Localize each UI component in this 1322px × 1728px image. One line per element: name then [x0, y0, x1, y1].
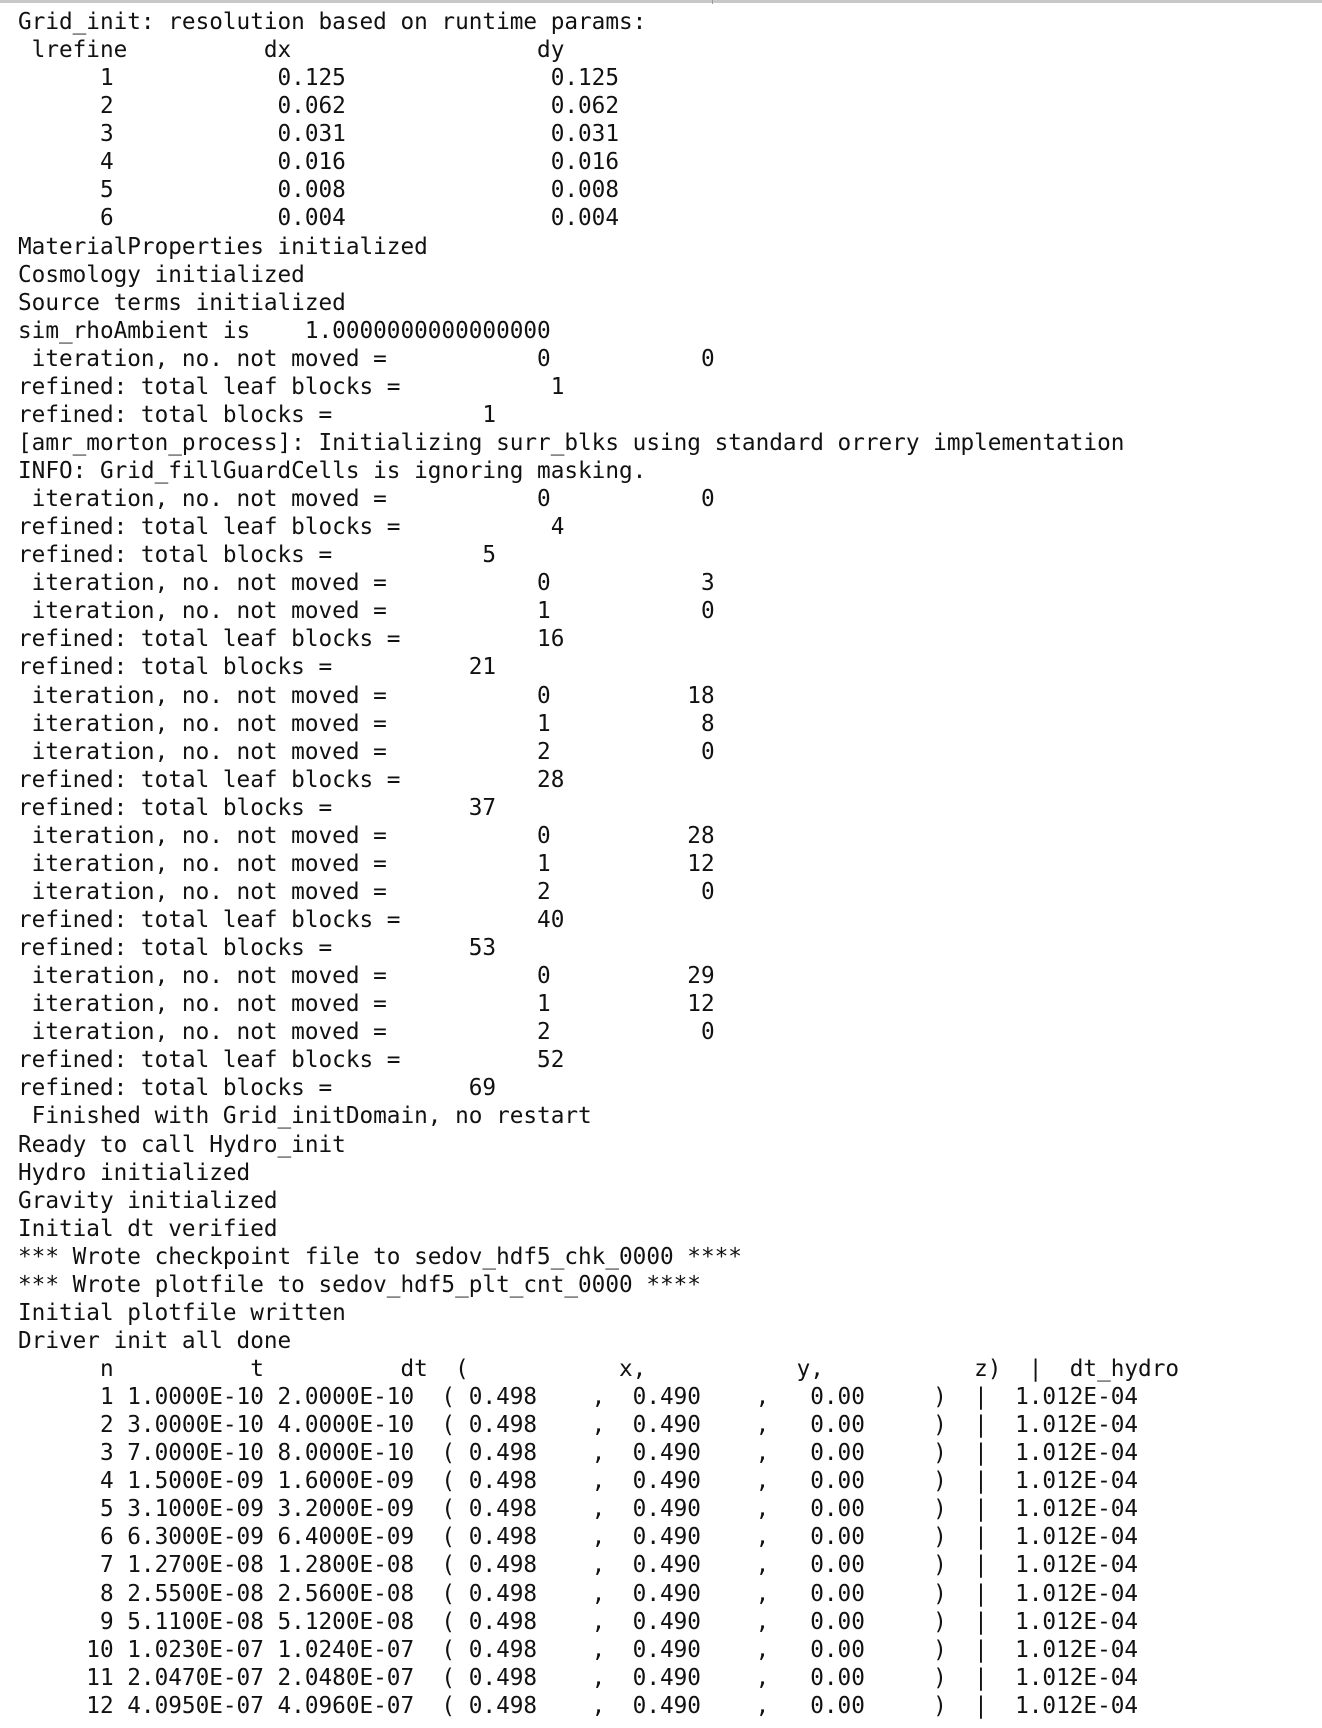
terminal-line: iteration, no. not moved = 2 0	[18, 738, 715, 765]
terminal-line: Grid_init: resolution based on runtime params:	[18, 9, 647, 35]
terminal-line: sim_rhoAmbient is 1.0000000000000000	[18, 317, 551, 344]
terminal-line: 8 2.5500E-08 2.5600E-08 ( 0.498 , 0.490 , 0.00 ) | 1.012E-04	[18, 1580, 1139, 1607]
terminal-line: Initial plotfile written	[18, 1299, 346, 1326]
terminal-line: 1 0.125 0.125	[18, 65, 619, 92]
terminal-line: INFO: Grid_fillGuardCells is ignoring masking.	[18, 458, 647, 484]
terminal-line: iteration, no. not moved = 1 12	[18, 850, 715, 877]
terminal-line: Gravity initialized	[18, 1187, 278, 1214]
terminal-line: refined: total leaf blocks = 28	[18, 766, 565, 793]
terminal-line: refined: total leaf blocks = 4	[18, 514, 565, 541]
terminal-line: Finished with Grid_initDomain, no restart	[18, 1103, 592, 1130]
terminal-line: lrefine dx dy	[18, 37, 565, 64]
terminal-line: 2 3.0000E-10 4.0000E-10 ( 0.498 , 0.490 , 0.00 ) | 1.012E-04	[18, 1412, 1139, 1439]
terminal-line: Initial dt verified	[18, 1215, 278, 1242]
terminal-line: Hydro initialized	[18, 1159, 251, 1186]
terminal-line: refined: total leaf blocks = 40	[18, 907, 565, 933]
terminal-line: iteration, no. not moved = 1 12	[18, 991, 715, 1018]
terminal-line: refined: total blocks = 5	[18, 542, 497, 569]
terminal-line: Cosmology initialized	[18, 261, 305, 288]
terminal-line: n t dt ( x, y, z) | dt_hydro	[18, 1356, 1180, 1382]
terminal-line: iteration, no. not moved = 0 3	[18, 570, 715, 597]
terminal-line: [amr_morton_process]: Initializing surr_blks using standard orrery implementation	[18, 429, 1125, 456]
terminal-line: MaterialProperties initialized	[18, 233, 428, 260]
terminal-line: iteration, no. not moved = 1 0	[18, 598, 715, 625]
terminal-line: iteration, no. not moved = 0 0	[18, 486, 715, 513]
terminal-line: iteration, no. not moved = 0 18	[18, 682, 715, 709]
terminal-line: 10 1.0230E-07 1.0240E-07 ( 0.498 , 0.490 , 0.00 ) | 1.012E-04	[18, 1636, 1139, 1663]
terminal-line: iteration, no. not moved = 0 0	[18, 345, 715, 372]
terminal-line: iteration, no. not moved = 1 8	[18, 710, 715, 737]
terminal-line: 6 0.004 0.004	[18, 205, 619, 232]
pane-divider	[712, 0, 713, 4]
terminal-line: refined: total blocks = 69	[18, 1075, 497, 1102]
terminal-line: 7 1.2700E-08 1.2800E-08 ( 0.498 , 0.490 , 0.00 ) | 1.012E-04	[18, 1552, 1139, 1579]
terminal-line: 9 5.1100E-08 5.1200E-08 ( 0.498 , 0.490 , 0.00 ) | 1.012E-04	[18, 1608, 1139, 1635]
terminal-line: 3 0.031 0.031	[18, 121, 619, 148]
terminal-line: Source terms initialized	[18, 289, 346, 316]
terminal-line: 4 1.5000E-09 1.6000E-09 ( 0.498 , 0.490 , 0.00 ) | 1.012E-04	[18, 1468, 1139, 1495]
terminal-line: refined: total leaf blocks = 52	[18, 1047, 565, 1074]
terminal-line: 6 6.3000E-09 6.4000E-09 ( 0.498 , 0.490 , 0.00 ) | 1.012E-04	[18, 1524, 1139, 1551]
terminal-line: 5 0.008 0.008	[18, 177, 619, 204]
terminal-line: refined: total leaf blocks = 1	[18, 373, 565, 400]
terminal-line: 3 7.0000E-10 8.0000E-10 ( 0.498 , 0.490 , 0.00 ) | 1.012E-04	[18, 1440, 1139, 1467]
terminal-line: refined: total blocks = 53	[18, 935, 497, 962]
terminal-line: 2 0.062 0.062	[18, 93, 619, 120]
terminal-line: 12 4.0950E-07 4.0960E-07 ( 0.498 , 0.490 , 0.00 ) | 1.012E-04	[18, 1692, 1139, 1719]
terminal-line: iteration, no. not moved = 0 29	[18, 963, 715, 990]
terminal-line: 11 2.0470E-07 2.0480E-07 ( 0.498 , 0.490 , 0.00 ) | 1.012E-04	[18, 1664, 1139, 1691]
terminal-line: Driver init all done	[18, 1327, 292, 1354]
terminal-line: Ready to call Hydro_init	[18, 1131, 346, 1158]
terminal-line: iteration, no. not moved = 2 0	[18, 1019, 715, 1046]
terminal-line: 1 1.0000E-10 2.0000E-10 ( 0.498 , 0.490 , 0.00 ) | 1.012E-04	[18, 1384, 1139, 1411]
terminal-output[interactable]	[18, 8, 1179, 1720]
terminal-line: 4 0.016 0.016	[18, 149, 619, 176]
terminal-line: refined: total blocks = 37	[18, 794, 497, 821]
terminal-line: *** Wrote checkpoint file to sedov_hdf5_chk_0000 ****	[18, 1243, 742, 1270]
terminal-line: refined: total blocks = 1	[18, 401, 497, 428]
terminal-line: refined: total blocks = 21	[18, 654, 497, 681]
terminal-line: refined: total leaf blocks = 16	[18, 626, 565, 653]
terminal-line: 5 3.1000E-09 3.2000E-09 ( 0.498 , 0.490 , 0.00 ) | 1.012E-04	[18, 1496, 1139, 1523]
terminal-line: iteration, no. not moved = 0 28	[18, 822, 715, 849]
terminal-line: *** Wrote plotfile to sedov_hdf5_plt_cnt_0000 ****	[18, 1271, 701, 1298]
window-top-border	[0, 0, 1322, 3]
terminal-line: iteration, no. not moved = 2 0	[18, 878, 715, 905]
